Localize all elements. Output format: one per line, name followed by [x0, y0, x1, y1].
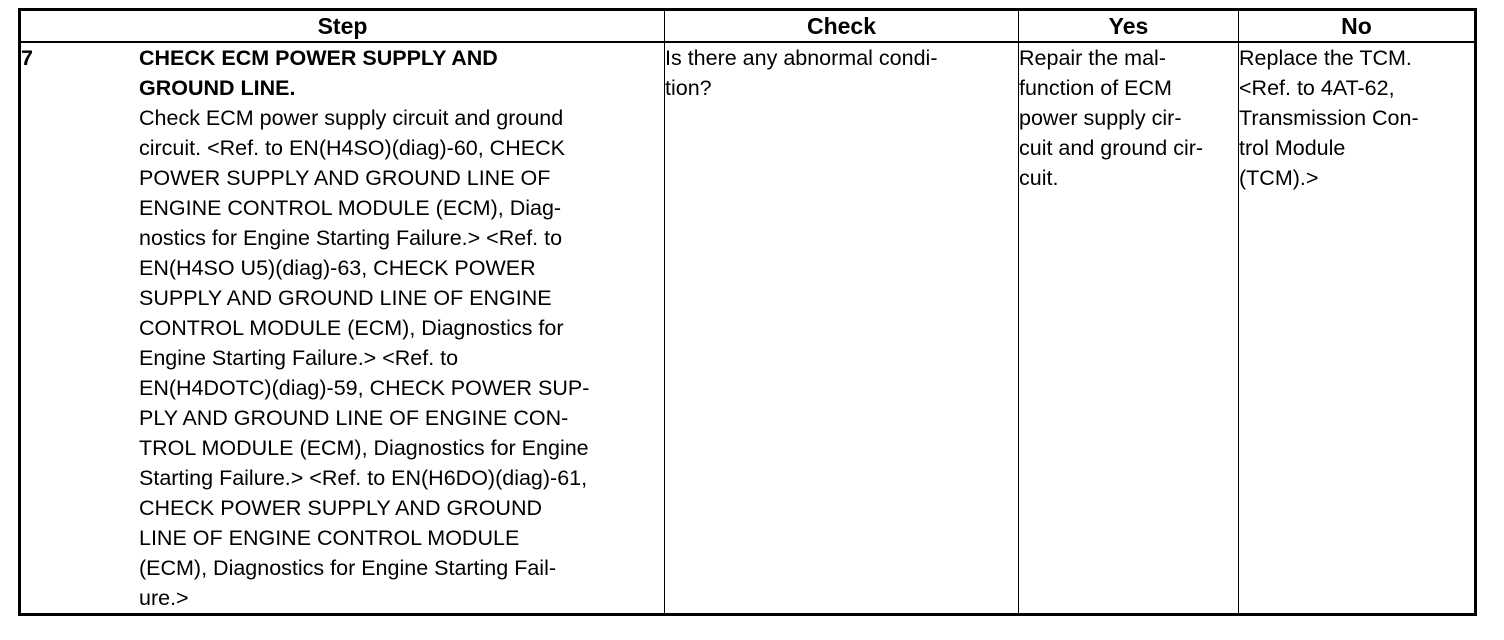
- step-body-line: ENGINE CONTROL MODULE (ECM), Diag-: [139, 196, 562, 220]
- header-no: No: [1239, 10, 1476, 43]
- step-body-line: CHECK POWER SUPPLY AND GROUND: [139, 496, 542, 520]
- check-line: tion?: [665, 76, 712, 100]
- header-yes: Yes: [1019, 10, 1239, 43]
- step-body-line: LINE OF ENGINE CONTROL MODULE: [139, 526, 520, 550]
- step-body-line: TROL MODULE (ECM), Diagnostics for Engine: [139, 436, 589, 460]
- step-title: [139, 43, 664, 103]
- step-body-line: Starting Failure.> <Ref. to EN(H6DO)(diag)-61,: [139, 466, 588, 490]
- step-body-line: POWER SUPPLY AND GROUND LINE OF: [139, 166, 551, 190]
- check-line: Is there any abnormal condi-: [665, 46, 938, 70]
- no-line: Transmission Con-: [1239, 106, 1419, 130]
- yes-line: function of ECM: [1019, 76, 1172, 100]
- no-line: <Ref. to 4AT-62,: [1239, 76, 1395, 100]
- step-number: 7: [21, 46, 33, 70]
- step-title-line: CHECK ECM POWER SUPPLY AND: [139, 46, 498, 70]
- header-row: [20, 10, 1476, 43]
- no-line: trol Module: [1239, 136, 1346, 160]
- check-cell: [665, 42, 1019, 615]
- no-line: Replace the TCM.: [1239, 46, 1412, 70]
- step-body-line: PLY AND GROUND LINE OF ENGINE CON-: [139, 406, 569, 430]
- step-body-line: EN(H4DOTC)(diag)-59, CHECK POWER SUP-: [139, 376, 590, 400]
- header-step: Step: [20, 10, 665, 43]
- header-check: Check: [665, 10, 1019, 43]
- step-cell: [20, 42, 665, 615]
- step-body-line: circuit. <Ref. to EN(H4SO)(diag)-60, CHECK: [139, 136, 565, 160]
- diagnostic-table: [18, 8, 1477, 616]
- yes-line: cuit.: [1019, 166, 1059, 190]
- no-cell: [1239, 42, 1476, 615]
- step-body-line: (ECM), Diagnostics for Engine Starting Fail-: [139, 556, 557, 580]
- step-body-line: CONTROL MODULE (ECM), Diagnostics for: [139, 316, 564, 340]
- yes-line: Repair the mal-: [1019, 46, 1166, 70]
- yes-line: cuit and ground cir-: [1019, 136, 1204, 160]
- step-title-line: GROUND LINE.: [139, 76, 296, 100]
- step-body-line: SUPPLY AND GROUND LINE OF ENGINE: [139, 286, 552, 310]
- yes-cell: [1019, 42, 1239, 615]
- yes-line: power supply cir-: [1019, 106, 1182, 130]
- step-body-line: nostics for Engine Starting Failure.> <Ref. to: [139, 226, 563, 250]
- step-body-line: ure.>: [139, 586, 189, 610]
- step-body-line: EN(H4SO U5)(diag)-63, CHECK POWER: [139, 256, 536, 280]
- step-body-line: Engine Starting Failure.> <Ref. to: [139, 346, 459, 370]
- step-body-line: Check ECM power supply circuit and ground: [139, 106, 564, 130]
- step-description: [139, 103, 664, 613]
- table-row: [20, 42, 1476, 615]
- no-line: (TCM).>: [1239, 166, 1319, 190]
